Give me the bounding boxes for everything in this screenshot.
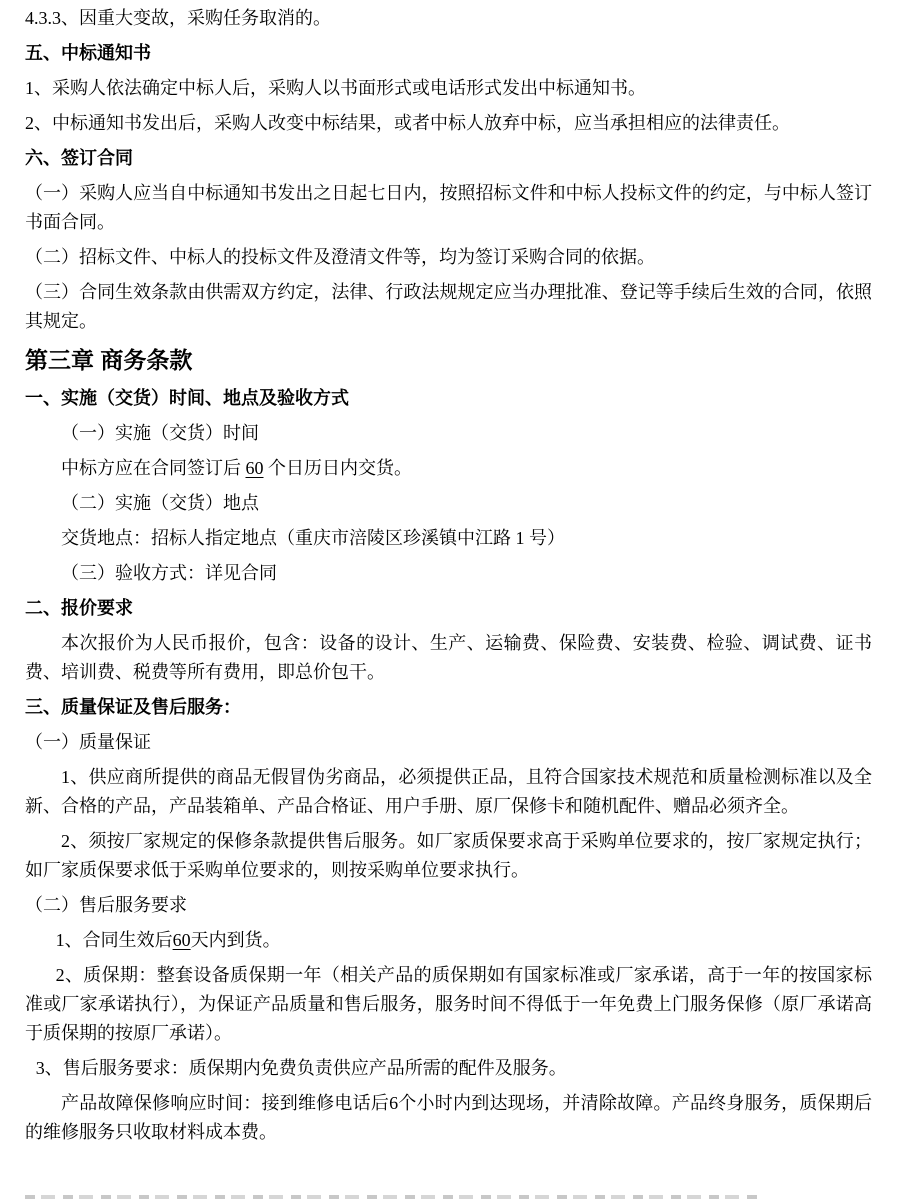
underlined-value: 60	[172, 930, 191, 950]
paragraph	[25, 489, 872, 518]
text-run: 2、质保期：整套设备质保期一年（相关产品的质保期如有国家标准或厂家承诺，高于一年的按国家标准或厂家承诺执行），为保证产品质量和售后服务，服务时间不得低于一年免费上门服务保修（原厂承诺高于质保期的按原厂承诺）。	[25, 965, 872, 1043]
paragraph	[25, 74, 872, 103]
chapter-title	[25, 342, 872, 378]
cropped-next-line-artifact	[25, 1195, 760, 1199]
text-run: （二）售后服务要求	[25, 895, 187, 915]
paragraph	[25, 243, 872, 272]
paragraph	[25, 524, 872, 553]
paragraph	[25, 4, 872, 33]
text-run: 交货地点：招标人指定地点（重庆市涪陵区珍溪镇中江路 1 号）	[61, 528, 565, 548]
text-run: 1、供应商所提供的商品无假冒伪劣商品，必须提供正品，且符合国家技术规范和质量检测标准以及全新、合格的产品，产品装箱单、产品合格证、用户手册、原厂保修卡和随机配件、赠品必须齐全。	[25, 767, 872, 816]
text-run: 2、须按厂家规定的保修条款提供售后服务。如厂家质保要求高于采购单位要求的，按厂家规定执行；如厂家质保要求低于采购单位要求的，则按采购单位要求执行。	[25, 831, 872, 880]
section-heading	[25, 39, 872, 68]
text-run: （二）招标文件、中标人的投标文件及澄清文件等，均为签订采购合同的依据。	[25, 247, 655, 267]
text-run: （二）实施（交货）地点	[61, 493, 259, 513]
text-run: 二、报价要求	[25, 598, 133, 618]
text-run: 五、中标通知书	[25, 43, 151, 63]
underlined-value: 60	[245, 458, 264, 478]
text-run: 2、中标通知书发出后，采购人改变中标结果，或者中标人放弃中标，应当承担相应的法律责任。	[25, 113, 790, 133]
paragraph	[25, 763, 872, 821]
text-run: （一）质量保证	[25, 732, 151, 752]
paragraph	[25, 891, 872, 920]
paragraph	[25, 728, 872, 757]
section-heading	[25, 384, 872, 413]
section-heading	[25, 594, 872, 623]
text-run: 4.3.3、因重大变故，采购任务取消的。	[25, 8, 331, 28]
text-run: 本次报价为人民币报价，包含：设备的设计、生产、运输费、保险费、安装费、检验、调试费、证书费、培训费、税费等所有费用，即总价包干。	[25, 633, 872, 682]
paragraph	[25, 827, 872, 885]
text-run: 天内到货。	[190, 930, 281, 950]
paragraph	[25, 109, 872, 138]
text-run: 第三章 商务条款	[25, 347, 193, 373]
text-run: 中标方应在合同签订后	[61, 458, 246, 478]
text-run: 个日历日内交货。	[263, 458, 412, 478]
text-run: 产品故障保修响应时间：接到维修电话后6个小时内到达现场，并清除故障。产品终身服务，质保期后的维修服务只收取材料成本费。	[25, 1093, 872, 1142]
text-run: 三、质量保证及售后服务：	[25, 697, 241, 717]
paragraph	[25, 961, 872, 1048]
paragraph	[25, 1054, 872, 1083]
text-run: （三）验收方式：详见合同	[61, 563, 277, 583]
paragraph	[25, 926, 872, 955]
text-run: 3、售后服务要求：质保期内免费负责供应产品所需的配件及服务。	[35, 1058, 567, 1078]
paragraph	[25, 419, 872, 448]
section-heading	[25, 693, 872, 722]
paragraph	[25, 1089, 872, 1147]
text-run: （一）采购人应当自中标通知书发出之日起七日内，按照招标文件和中标人投标文件的约定，与中标人签订书面合同。	[25, 183, 872, 232]
text-run: （一）实施（交货）时间	[61, 423, 259, 443]
paragraph	[25, 278, 872, 336]
text-run: 六、签订合同	[25, 148, 133, 168]
paragraph	[25, 179, 872, 237]
paragraph	[25, 454, 872, 483]
text-run: 一、实施（交货）时间、地点及验收方式	[25, 388, 349, 408]
text-run: 1、采购人依法确定中标人后，采购人以书面形式或电话形式发出中标通知书。	[25, 78, 646, 98]
text-run: 1、合同生效后	[55, 930, 173, 950]
paragraph	[25, 629, 872, 687]
text-run: （三）合同生效条款由供需双方约定，法律、行政法规规定应当办理批准、登记等手续后生效的合同，依照其规定。	[25, 282, 872, 331]
paragraph	[25, 559, 872, 588]
section-heading	[25, 144, 872, 173]
document-body	[25, 4, 872, 1147]
